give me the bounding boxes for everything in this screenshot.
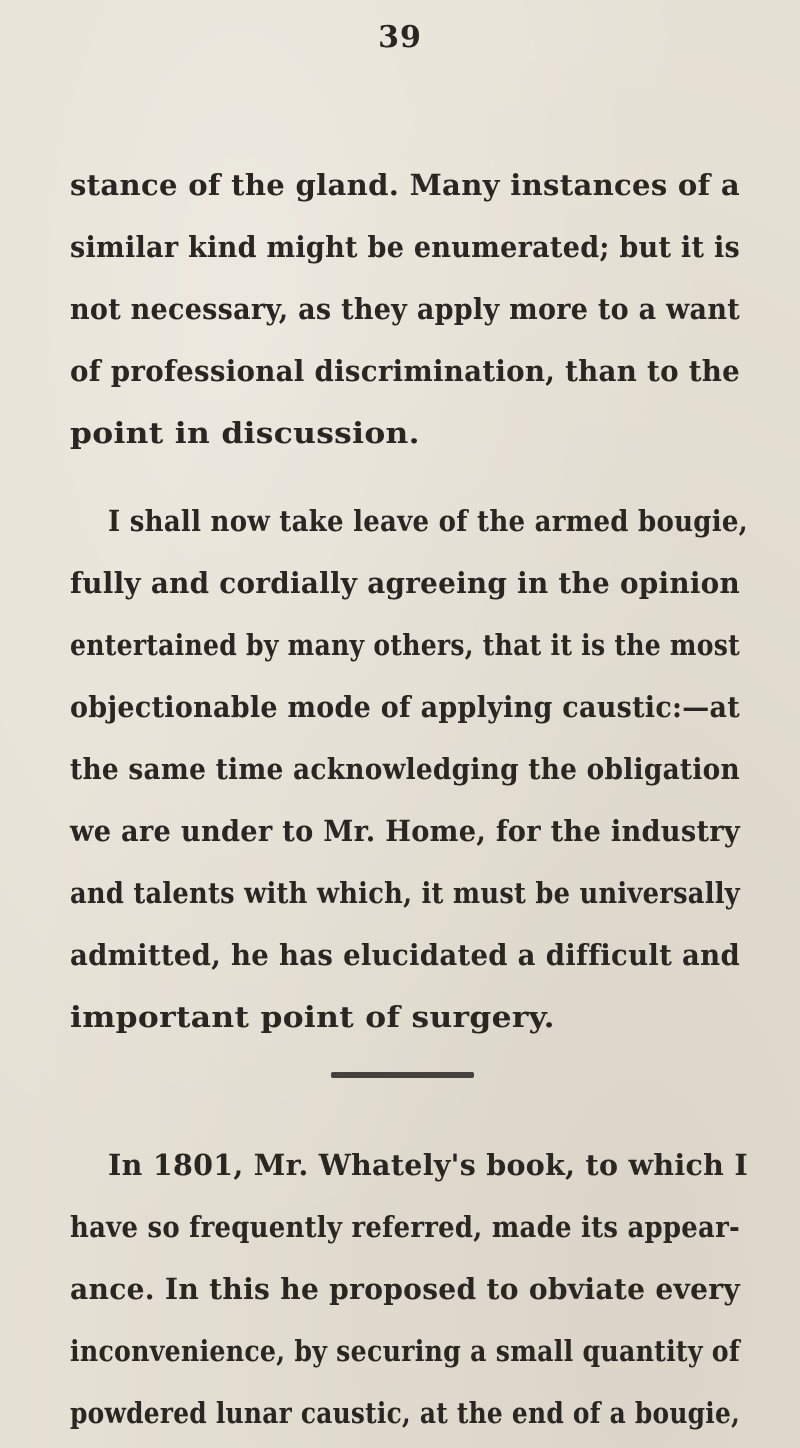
text-line: inconvenience, by securing a small quantity of <box>70 1334 740 1368</box>
text-line: of professional discrimination, than to the <box>70 354 740 388</box>
text-line: the same time acknowledging the obligation <box>70 752 740 786</box>
text-line: have so frequently referred, made its appear- <box>70 1210 740 1244</box>
text-line: fully and cordially agreeing in the opinion <box>70 566 740 600</box>
text-line: admitted, he has elucidated a difficult and <box>70 938 740 972</box>
text-line: point in discussion. <box>70 416 420 450</box>
text-line: not necessary, as they apply more to a want <box>70 292 740 326</box>
text-line: important point of surgery. <box>70 1000 555 1034</box>
text-line: I shall now take leave of the armed bougie, <box>108 504 748 538</box>
text-line: stance of the gland. Many instances of a <box>70 168 740 202</box>
text-line: powdered lunar caustic, at the end of a bougie, <box>70 1396 740 1430</box>
text-line: we are under to Mr. Home, for the industry <box>70 814 740 848</box>
text-line: objectionable mode of applying caustic:—at <box>70 690 740 724</box>
text-line: similar kind might be enumerated; but it is <box>70 230 740 264</box>
section-divider <box>331 1072 474 1078</box>
text-line: In 1801, Mr. Whately's book, to which I <box>108 1148 748 1182</box>
page-number: 39 <box>378 20 422 55</box>
text-line: entertained by many others, that it is the most <box>70 628 740 662</box>
text-line: and talents with which, it must be universally <box>70 876 740 910</box>
text-line: ance. In this he proposed to obviate every <box>70 1272 740 1306</box>
